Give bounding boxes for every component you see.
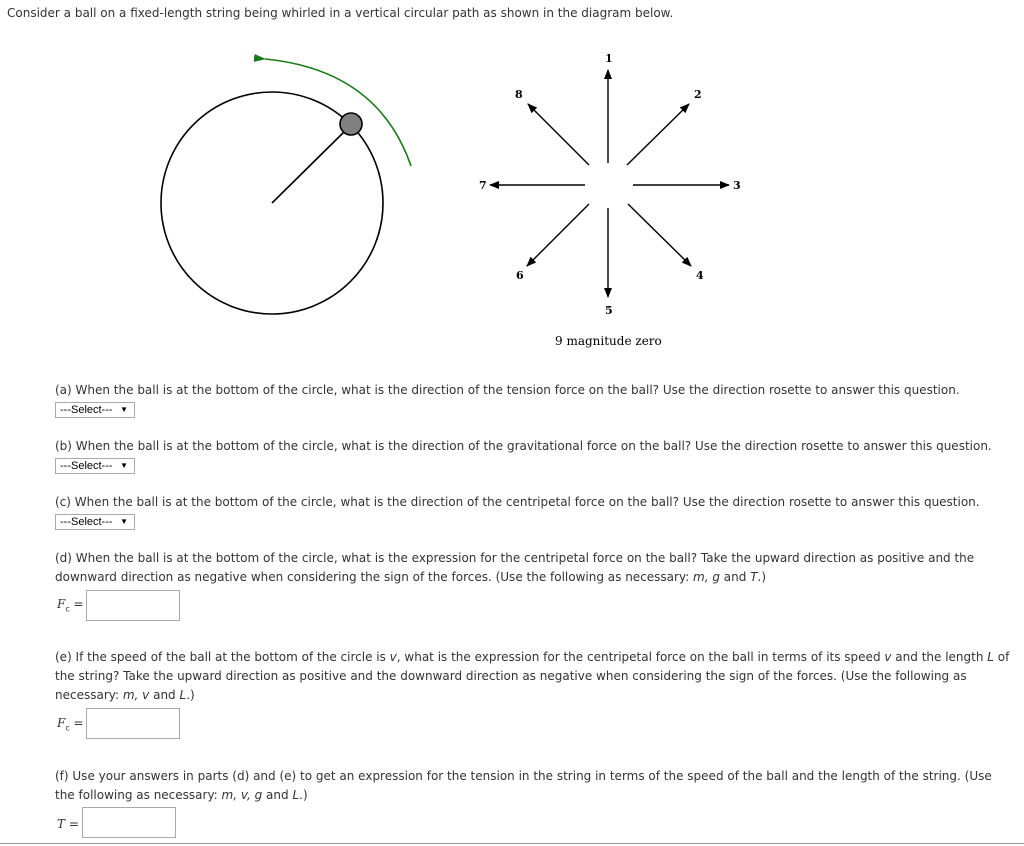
chevron-down-icon: ▼ <box>120 405 128 414</box>
select-c[interactable]: ---Select--- ▼ <box>55 514 135 530</box>
circle-diagram <box>161 59 411 314</box>
fc-e-label: $F_c$ = <box>57 716 84 733</box>
question-a <box>55 381 1024 419</box>
select-a[interactable]: ---Select--- ▼ <box>55 402 135 418</box>
arrow-2 <box>627 104 689 165</box>
bottom-divider <box>0 843 1024 844</box>
fc-d-label: $F_c$ = <box>57 597 84 614</box>
rosette-label-6: 6 <box>516 269 524 282</box>
motion-arrow <box>265 59 411 166</box>
string <box>272 131 345 203</box>
rosette-label-4: 4 <box>696 269 704 282</box>
t-label: T = <box>57 817 79 831</box>
direction-rosette <box>490 70 729 297</box>
arrow-4 <box>628 204 691 266</box>
chevron-down-icon: ▼ <box>120 461 128 470</box>
question-a-text: (a) When the ball is at the bottom of the circle, what is the direction of the tension force on the ball? Use the direction rosette to answer this question. <box>55 383 960 397</box>
question-c-text: (c) When the ball is at the bottom of the circle, what is the direction of the centripetal force on the ball? Use the direction rosette to answer this question. <box>55 495 980 509</box>
rosette-label-7: 7 <box>479 179 487 192</box>
rosette-label-5: 5 <box>605 304 613 317</box>
chevron-down-icon: ▼ <box>120 517 128 526</box>
question-c <box>55 493 1024 531</box>
t-input[interactable] <box>82 807 176 838</box>
question-b-text: (b) When the ball is at the bottom of the circle, what is the direction of the gravitational force on the ball? Use the direction rosette to answer this question. <box>55 439 992 453</box>
fc-e-input[interactable] <box>86 708 180 739</box>
question-d: (d) When the ball is at the bottom of the circle, what is the expression for the centripetal force on the ball? Take the upward direction as positive and the downward direction as negative when considering the sign of the forces. (Use the following as necessary: m, g and T.) <box>55 551 975 584</box>
arrow-6 <box>527 204 589 266</box>
zero-caption: 9 magnitude zero <box>555 334 662 348</box>
question-b <box>55 437 1024 475</box>
rosette-label-8: 8 <box>515 88 523 101</box>
rosette-label-2: 2 <box>694 88 702 101</box>
rosette-label-3: 3 <box>733 179 741 192</box>
diagram <box>0 0 1024 360</box>
intro-text: Consider a ball on a fixed-length string being whirled in a vertical circular path as shown in the diagram below. <box>7 6 674 20</box>
ball <box>340 113 362 135</box>
rosette-label-1: 1 <box>605 52 613 65</box>
select-b[interactable]: ---Select--- ▼ <box>55 458 135 474</box>
fc-d-input[interactable] <box>86 590 180 621</box>
question-f: (f) Use your answers in parts (d) and (e) to get an expression for the tension in the string in terms of the speed of the ball and the length of the string. (Use the following as necessary: m, v, g and L.) <box>55 769 992 802</box>
arrow-8 <box>528 104 589 165</box>
question-e: (e) If the speed of the ball at the bottom of the circle is v, what is the expression for the centripetal force on the ball in terms of its speed v and the length L of the string? Take the upward direction as positive and the downward direction as negative when considering the sign of the forces. (Use the following as necessary: m, v and L.) <box>55 650 1010 702</box>
